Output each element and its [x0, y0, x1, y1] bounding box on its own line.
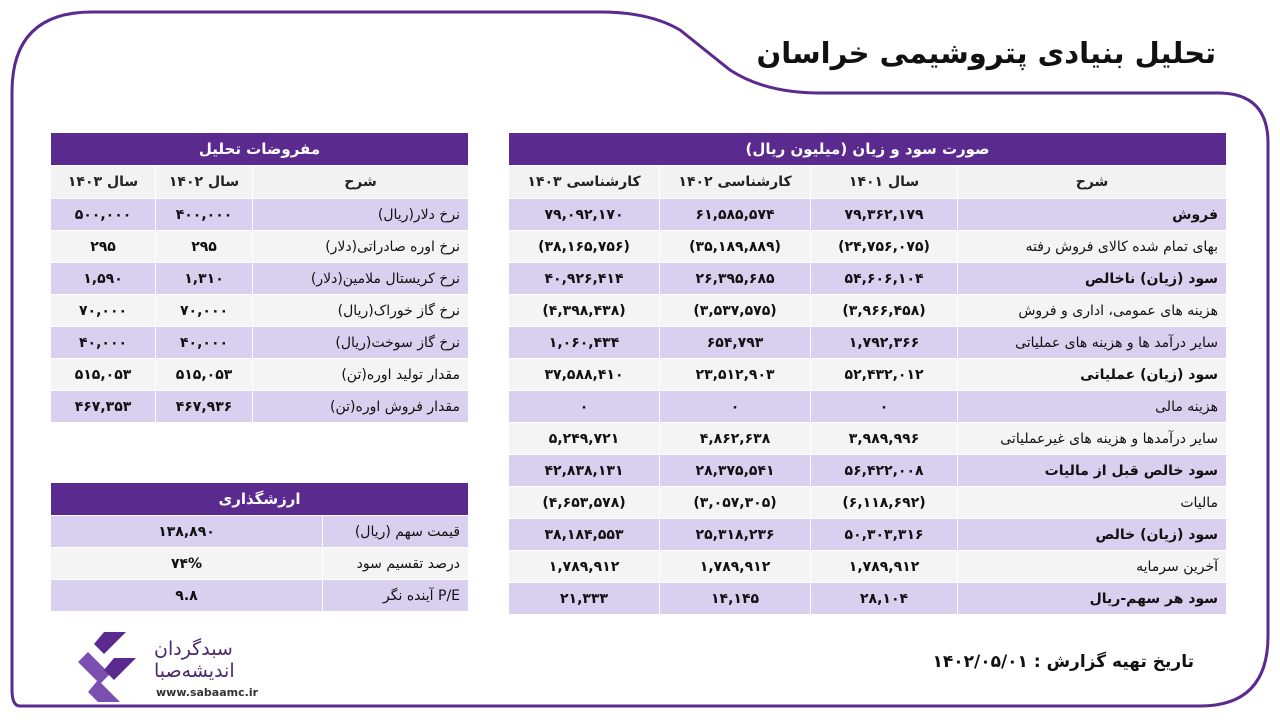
logo-url: www.sabaamc.ir: [156, 686, 259, 699]
cell-value: ۵۴,۶۰۶,۱۰۴: [811, 263, 958, 295]
cell-value: ۴۰,۰۰۰: [51, 327, 156, 359]
row-label: P/E آینده نگر: [323, 580, 469, 612]
column-header: سال ۱۴۰۳: [51, 166, 156, 199]
table-row: [509, 295, 1227, 327]
table-row: [509, 551, 1227, 583]
cell-value: ۱۳۸,۸۹۰: [51, 516, 323, 548]
cell-value: ۲۶,۳۹۵,۶۸۵: [660, 263, 811, 295]
row-label: بهای تمام شده کالای فروش رفته: [958, 231, 1227, 263]
table-row: [509, 391, 1227, 423]
cell-value: ۲۳,۵۱۲,۹۰۳: [660, 359, 811, 391]
row-label: نرخ گاز خوراک(ریال): [253, 295, 469, 327]
cell-value: (۳,۹۶۶,۴۵۸): [811, 295, 958, 327]
cell-value: ۰: [660, 391, 811, 423]
table-row: [509, 359, 1227, 391]
cell-value: ۱۴,۱۴۵: [660, 583, 811, 615]
column-header: سال ۱۴۰۱: [811, 166, 958, 199]
row-label: آخرین سرمایه: [958, 551, 1227, 583]
cell-value: ۱,۷۹۲,۳۶۶: [811, 327, 958, 359]
table-row: [509, 455, 1227, 487]
cell-value: ۵۱۵,۰۵۳: [51, 359, 156, 391]
table-row: [509, 487, 1227, 519]
row-label: نرخ گاز سوخت(ریال): [253, 327, 469, 359]
cell-value: ۴,۸۶۲,۶۳۸: [660, 423, 811, 455]
table-row: [51, 359, 469, 391]
cell-value: ۷۹,۳۶۲,۱۷۹: [811, 199, 958, 231]
table-row: [51, 580, 469, 612]
table-row: [509, 327, 1227, 359]
table-row: [51, 327, 469, 359]
table-row: [509, 231, 1227, 263]
assumptions-title: مفروضات تحلیل: [51, 133, 469, 166]
table-row: [509, 583, 1227, 615]
cell-value: (۳۵,۱۸۹,۸۸۹): [660, 231, 811, 263]
table-row: [51, 295, 469, 327]
row-label: سود (زیان) عملیاتی: [958, 359, 1227, 391]
cell-value: ۶۱,۵۸۵,۵۷۴: [660, 199, 811, 231]
cell-value: ۵۰۰,۰۰۰: [51, 199, 156, 231]
cell-value: ۲۹۵: [51, 231, 156, 263]
table-row: [51, 548, 469, 580]
column-header: سال ۱۴۰۲: [156, 166, 253, 199]
cell-value: ۵۶,۴۲۲,۰۰۸: [811, 455, 958, 487]
table-row: [509, 199, 1227, 231]
cell-value: ۵۰,۳۰۳,۳۱۶: [811, 519, 958, 551]
cell-value: ۴۲,۸۳۸,۱۳۱: [509, 455, 660, 487]
row-label: سود خالص قبل از مالیات: [958, 455, 1227, 487]
row-label: مالیات: [958, 487, 1227, 519]
cell-value: ۴۶۷,۳۵۳: [51, 391, 156, 423]
column-header: کارشناسی ۱۴۰۳: [509, 166, 660, 199]
row-label: درصد تقسیم سود: [323, 548, 469, 580]
income-statement-table: [508, 132, 1227, 615]
row-label: فروش: [958, 199, 1227, 231]
cell-value: ۷۰,۰۰۰: [156, 295, 253, 327]
table-row: [51, 516, 469, 548]
table-row: [51, 391, 469, 423]
cell-value: ۱,۳۱۰: [156, 263, 253, 295]
table-row: [509, 423, 1227, 455]
cell-value: ۱,۵۹۰: [51, 263, 156, 295]
table-header-row: [51, 166, 469, 199]
cell-value: ۷۰,۰۰۰: [51, 295, 156, 327]
cell-value: ۹.۸: [51, 580, 323, 612]
cell-value: ۰: [509, 391, 660, 423]
row-label: هزینه مالی: [958, 391, 1227, 423]
cell-value: (۲۴,۷۵۶,۰۷۵): [811, 231, 958, 263]
row-label: نرخ اوره صادراتی(دلار): [253, 231, 469, 263]
cell-value: ۱,۷۸۹,۹۱۲: [509, 551, 660, 583]
row-label: هزینه های عمومی، اداری و فروش: [958, 295, 1227, 327]
column-header: شرح: [958, 166, 1227, 199]
table-row: [509, 263, 1227, 295]
cell-value: ۷۴%: [51, 548, 323, 580]
cell-value: (۳۸,۱۶۵,۷۵۶): [509, 231, 660, 263]
cell-value: ۲۱,۳۳۳: [509, 583, 660, 615]
logo-name-line2: اندیشه‌صبا: [154, 660, 235, 682]
column-header: شرح: [253, 166, 469, 199]
table-row: [51, 263, 469, 295]
cell-value: ۴۰,۰۰۰: [156, 327, 253, 359]
table-row: [51, 231, 469, 263]
logo-name-line1: سبدگردان: [154, 638, 233, 660]
income-statement-title: صورت سود و زیان (میلیون ریال): [509, 133, 1227, 166]
cell-value: (۴,۶۵۳,۵۷۸): [509, 487, 660, 519]
cell-value: ۲۸,۳۷۵,۵۴۱: [660, 455, 811, 487]
row-label: سود (زیان) ناخالص: [958, 263, 1227, 295]
cell-value: ۱,۷۸۹,۹۱۲: [811, 551, 958, 583]
valuation-table: [50, 482, 469, 612]
cell-value: ۳۷,۵۸۸,۴۱۰: [509, 359, 660, 391]
table-row: [509, 519, 1227, 551]
row-label: سود هر سهم-ریال: [958, 583, 1227, 615]
row-label: سایر درآمد ها و هزینه های عملیاتی: [958, 327, 1227, 359]
cell-value: (۶,۱۱۸,۶۹۲): [811, 487, 958, 519]
table-row: [51, 199, 469, 231]
cell-value: ۵۲,۴۳۲,۰۱۲: [811, 359, 958, 391]
row-label: نرخ دلار(ریال): [253, 199, 469, 231]
report-date: تاریخ تهیه گزارش : ۱۴۰۲/۰۵/۰۱: [932, 652, 1194, 672]
cell-value: (۴,۳۹۸,۴۳۸): [509, 295, 660, 327]
column-header: کارشناسی ۱۴۰۲: [660, 166, 811, 199]
row-label: سود (زیان) خالص: [958, 519, 1227, 551]
row-label: مقدار تولید اوره(تن): [253, 359, 469, 391]
cell-value: ۳۸,۱۸۴,۵۵۳: [509, 519, 660, 551]
table-header-row: [509, 166, 1227, 199]
cell-value: ۲۵,۳۱۸,۲۳۶: [660, 519, 811, 551]
row-label: سایر درآمدها و هزینه های غیرعملیاتی: [958, 423, 1227, 455]
cell-value: ۳,۹۸۹,۹۹۶: [811, 423, 958, 455]
cell-value: (۳,۵۳۷,۵۷۵): [660, 295, 811, 327]
cell-value: ۵,۲۴۹,۷۲۱: [509, 423, 660, 455]
cell-value: ۷۹,۰۹۲,۱۷۰: [509, 199, 660, 231]
cell-value: ۴۰,۹۲۶,۴۱۴: [509, 263, 660, 295]
row-label: نرخ کریستال ملامین(دلار): [253, 263, 469, 295]
cell-value: ۶۵۴,۷۹۳: [660, 327, 811, 359]
row-label: مقدار فروش اوره(تن): [253, 391, 469, 423]
cell-value: ۰: [811, 391, 958, 423]
cell-value: ۱,۷۸۹,۹۱۲: [660, 551, 811, 583]
cell-value: ۲۸,۱۰۴: [811, 583, 958, 615]
cell-value: ۱,۰۶۰,۴۳۴: [509, 327, 660, 359]
cell-value: ۵۱۵,۰۵۳: [156, 359, 253, 391]
row-label: قیمت سهم (ریال): [323, 516, 469, 548]
cell-value: ۲۹۵: [156, 231, 253, 263]
cell-value: ۴۶۷,۹۳۶: [156, 391, 253, 423]
cell-value: ۴۰۰,۰۰۰: [156, 199, 253, 231]
assumptions-table: [50, 132, 469, 423]
cell-value: (۳,۰۵۷,۳۰۵): [660, 487, 811, 519]
valuation-title: ارزشگذاری: [51, 483, 469, 516]
page-title: تحلیل بنیادی پتروشیمی خراسان: [756, 36, 1216, 70]
